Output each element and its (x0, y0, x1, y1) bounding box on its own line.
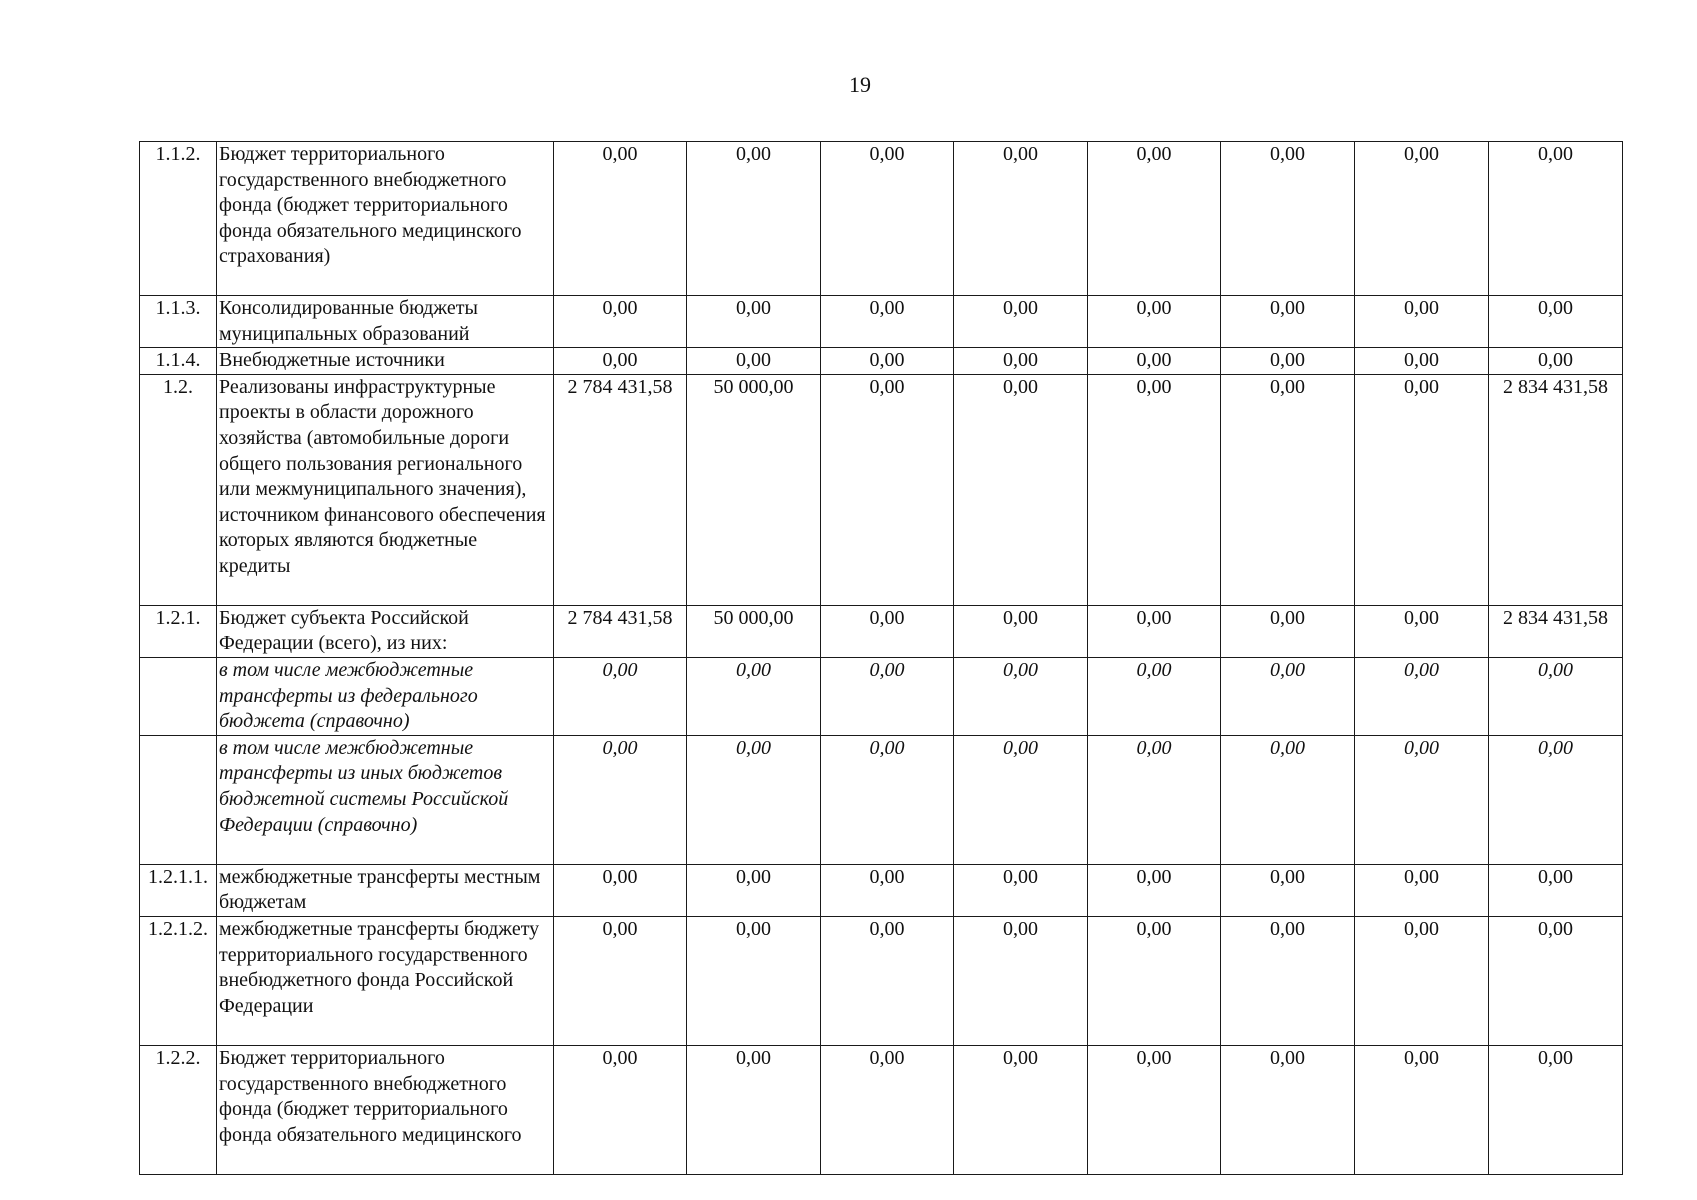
value-cell-1: 0,00 (554, 296, 687, 348)
value-cell-4: 0,00 (954, 864, 1088, 916)
value-cell-8: 0,00 (1489, 916, 1623, 1045)
value-cell-7: 0,00 (1355, 374, 1489, 605)
value-cell-8: 0,00 (1489, 864, 1623, 916)
value-cell-1: 0,00 (554, 348, 687, 375)
value-cell-7: 0,00 (1355, 1045, 1489, 1174)
value-cell-5: 0,00 (1088, 657, 1221, 735)
value-cell-5: 0,00 (1088, 605, 1221, 657)
value-cell-3: 0,00 (821, 1045, 954, 1174)
value-cell-4: 0,00 (954, 605, 1088, 657)
row-number: 1.2.2. (140, 1045, 217, 1174)
row-number: 1.2.1.2. (140, 916, 217, 1045)
value-cell-6: 0,00 (1221, 348, 1355, 375)
table-row (140, 735, 1623, 864)
row-number: 1.1.3. (140, 296, 217, 348)
table-row (140, 864, 1623, 916)
value-cell-2: 0,00 (687, 348, 821, 375)
value-cell-4: 0,00 (954, 735, 1088, 864)
row-name: Реализованы инфраструктурные проекты в области дорожного хозяйства (автомобильные дороги общего пользования регионального или межмуниципального значения), источником финансового обеспечения которых являются бюджетные кредиты (217, 374, 554, 605)
value-cell-7: 0,00 (1355, 605, 1489, 657)
value-cell-5: 0,00 (1088, 348, 1221, 375)
value-cell-5: 0,00 (1088, 916, 1221, 1045)
value-cell-2: 50 000,00 (687, 374, 821, 605)
row-name: в том числе межбюджетные трансферты из иных бюджетов бюджетной системы Российской Федерации (справочно) (217, 735, 554, 864)
row-name: Бюджет территориального государственного внебюджетного фонда (бюджет территориального фонда обязательного медицинского (217, 1045, 554, 1174)
value-cell-5: 0,00 (1088, 1045, 1221, 1174)
row-name: в том числе межбюджетные трансферты из федерального бюджета (справочно) (217, 657, 554, 735)
row-name: Бюджет территориального государственного внебюджетного фонда (бюджет территориального фонда обязательного медицинского страхования) (217, 142, 554, 296)
row-number (140, 735, 217, 864)
row-number: 1.2. (140, 374, 217, 605)
value-cell-6: 0,00 (1221, 735, 1355, 864)
value-cell-4: 0,00 (954, 657, 1088, 735)
value-cell-3: 0,00 (821, 142, 954, 296)
value-cell-4: 0,00 (954, 374, 1088, 605)
value-cell-3: 0,00 (821, 735, 954, 864)
row-name: Бюджет субъекта Российской Федерации (всего), из них: (217, 605, 554, 657)
table-row (140, 348, 1623, 375)
budget-table (139, 141, 1623, 1175)
value-cell-8: 0,00 (1489, 657, 1623, 735)
value-cell-7: 0,00 (1355, 296, 1489, 348)
value-cell-5: 0,00 (1088, 142, 1221, 296)
value-cell-1: 0,00 (554, 1045, 687, 1174)
page-number: 19 (849, 72, 871, 97)
value-cell-4: 0,00 (954, 916, 1088, 1045)
value-cell-6: 0,00 (1221, 864, 1355, 916)
value-cell-7: 0,00 (1355, 735, 1489, 864)
value-cell-3: 0,00 (821, 864, 954, 916)
value-cell-4: 0,00 (954, 296, 1088, 348)
value-cell-2: 50 000,00 (687, 605, 821, 657)
value-cell-8: 0,00 (1489, 735, 1623, 864)
value-cell-3: 0,00 (821, 296, 954, 348)
value-cell-2: 0,00 (687, 1045, 821, 1174)
row-name: Внебюджетные источники (217, 348, 554, 375)
value-cell-1: 0,00 (554, 864, 687, 916)
value-cell-6: 0,00 (1221, 605, 1355, 657)
value-cell-8: 0,00 (1489, 296, 1623, 348)
value-cell-8: 0,00 (1489, 1045, 1623, 1174)
row-name: Консолидированные бюджеты муниципальных образований (217, 296, 554, 348)
value-cell-2: 0,00 (687, 916, 821, 1045)
value-cell-4: 0,00 (954, 1045, 1088, 1174)
value-cell-4: 0,00 (954, 348, 1088, 375)
value-cell-6: 0,00 (1221, 296, 1355, 348)
value-cell-2: 0,00 (687, 142, 821, 296)
value-cell-3: 0,00 (821, 916, 954, 1045)
value-cell-5: 0,00 (1088, 296, 1221, 348)
value-cell-3: 0,00 (821, 657, 954, 735)
value-cell-8: 0,00 (1489, 142, 1623, 296)
value-cell-8: 2 834 431,58 (1489, 374, 1623, 605)
value-cell-8: 0,00 (1489, 348, 1623, 375)
value-cell-4: 0,00 (954, 142, 1088, 296)
value-cell-2: 0,00 (687, 864, 821, 916)
value-cell-8: 2 834 431,58 (1489, 605, 1623, 657)
value-cell-7: 0,00 (1355, 916, 1489, 1045)
row-number (140, 657, 217, 735)
value-cell-6: 0,00 (1221, 1045, 1355, 1174)
value-cell-1: 2 784 431,58 (554, 605, 687, 657)
row-name: межбюджетные трансферты местным бюджетам (217, 864, 554, 916)
value-cell-5: 0,00 (1088, 735, 1221, 864)
table-row (140, 657, 1623, 735)
value-cell-3: 0,00 (821, 374, 954, 605)
value-cell-2: 0,00 (687, 296, 821, 348)
table-row (140, 142, 1623, 296)
table-body (140, 142, 1623, 1175)
value-cell-1: 0,00 (554, 916, 687, 1045)
value-cell-6: 0,00 (1221, 657, 1355, 735)
row-name: межбюджетные трансферты бюджету территориального государственного внебюджетного фонда Российской Федерации (217, 916, 554, 1045)
value-cell-2: 0,00 (687, 735, 821, 864)
value-cell-1: 2 784 431,58 (554, 374, 687, 605)
value-cell-3: 0,00 (821, 605, 954, 657)
table-row (140, 605, 1623, 657)
row-number: 1.1.4. (140, 348, 217, 375)
row-number: 1.2.1.1. (140, 864, 217, 916)
value-cell-7: 0,00 (1355, 657, 1489, 735)
table-row (140, 374, 1623, 605)
value-cell-5: 0,00 (1088, 374, 1221, 605)
value-cell-1: 0,00 (554, 735, 687, 864)
table-row (140, 916, 1623, 1045)
value-cell-6: 0,00 (1221, 374, 1355, 605)
value-cell-1: 0,00 (554, 142, 687, 296)
table-row (140, 1045, 1623, 1174)
value-cell-7: 0,00 (1355, 348, 1489, 375)
value-cell-7: 0,00 (1355, 142, 1489, 296)
value-cell-7: 0,00 (1355, 864, 1489, 916)
value-cell-3: 0,00 (821, 348, 954, 375)
value-cell-2: 0,00 (687, 657, 821, 735)
row-number: 1.1.2. (140, 142, 217, 296)
value-cell-1: 0,00 (554, 657, 687, 735)
value-cell-6: 0,00 (1221, 916, 1355, 1045)
row-number: 1.2.1. (140, 605, 217, 657)
value-cell-6: 0,00 (1221, 142, 1355, 296)
value-cell-5: 0,00 (1088, 864, 1221, 916)
table-row (140, 296, 1623, 348)
